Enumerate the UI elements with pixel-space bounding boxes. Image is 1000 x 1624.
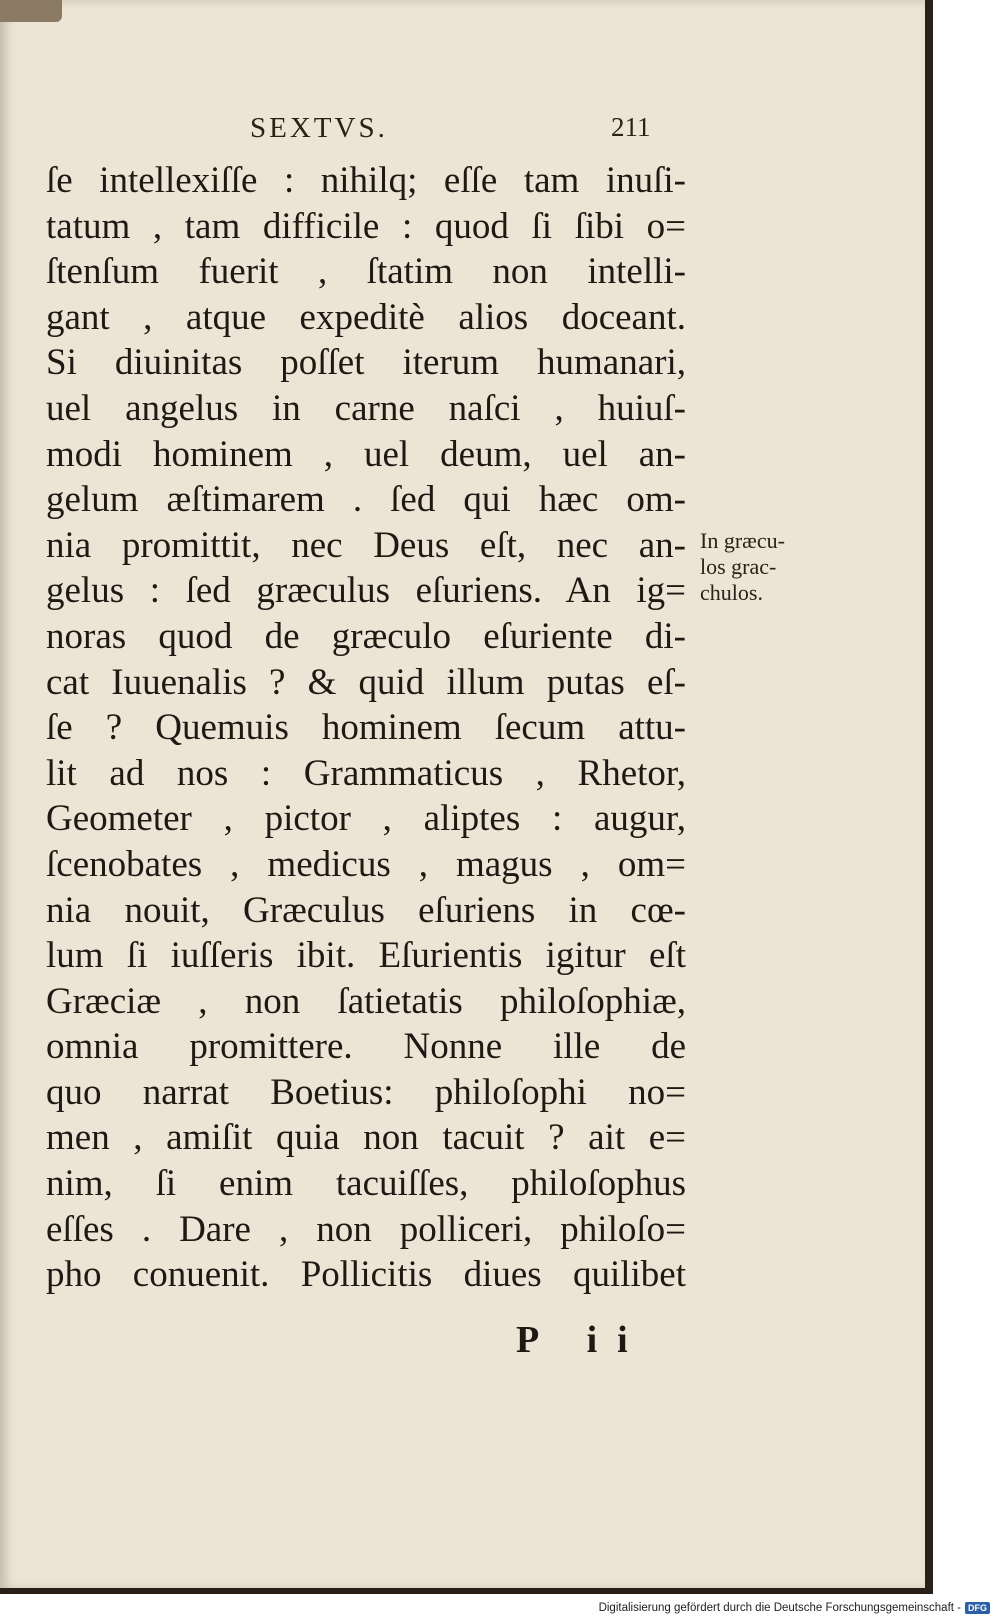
text-line: men , amiſit quia non tacuit ? ait e= xyxy=(46,1117,686,1159)
marginal-note-line: chulos. xyxy=(700,580,763,605)
page-edge-right xyxy=(925,0,933,1592)
running-head: SEXTVS. xyxy=(250,112,388,144)
text-line: Si diuinitas poſſet iterum humanari, xyxy=(46,342,686,384)
text-line: ſe intellexiſſe : nihilq; eſſe tam inuſi- xyxy=(46,160,686,201)
text-line: Geometer , pictor , aliptes : augur, xyxy=(46,798,686,840)
text-line: tatum , tam difficile : quod ſi ſibi o= xyxy=(46,205,686,247)
text-line: Græciæ , non ſatietatis philoſophiæ, xyxy=(46,980,686,1022)
text-line: gelus : ſed græculus eſuriens. An ig= xyxy=(46,570,686,612)
marginal-note xyxy=(700,528,785,606)
digitization-footer xyxy=(599,1602,990,1614)
text-line: modi hominem , uel deum, uel an- xyxy=(46,433,686,475)
text-line: nia promittit, nec Deus eſt, nec an- xyxy=(46,524,686,566)
text-line: cat Iuuenalis ? & quid illum putas eſ- xyxy=(46,661,686,703)
signature-mark: P ii xyxy=(516,1319,648,1361)
page-header xyxy=(45,112,685,152)
text-line: ſe ? Quemuis hominem ſecum attu- xyxy=(46,707,686,749)
dfg-logo: DFG xyxy=(965,1602,990,1614)
text-line: nim, ſi enim tacuiſſes, philoſophus xyxy=(46,1163,686,1205)
text-line: quo narrat Boetius: philoſophi no= xyxy=(46,1071,686,1113)
footer-text: Digitalisierung gefördert durch die Deutsche Forschungsgemeinschaft - xyxy=(598,1602,961,1614)
text-line: omnia promittere. Nonne ille de xyxy=(46,1026,686,1068)
marginal-note-line: In græcu- xyxy=(700,528,785,553)
text-line: gant , atque expeditè alios doceant. xyxy=(46,296,686,338)
page-number: 211 xyxy=(611,112,651,142)
text-line: pho conuenit. Pollicitis diues quilibet xyxy=(46,1254,686,1296)
text-line: nia nouit, Græculus eſuriens in cœ- xyxy=(46,889,686,931)
text-line: ſtenſum fuerit , ſtatim non intelli- xyxy=(46,251,686,293)
text-line: noras quod de græculo eſuriente di- xyxy=(46,615,686,657)
body-text xyxy=(46,158,686,1298)
corner-tab xyxy=(0,0,62,22)
text-line: lit ad nos : Grammaticus , Rhetor, xyxy=(46,752,686,794)
text-line: gelum æſtimarem . ſed qui hæc om- xyxy=(46,479,686,521)
text-line: ſcenobates , medicus , magus , om= xyxy=(46,843,686,885)
text-line: lum ſi iuſſeris ibit. Eſurientis igitur eſt xyxy=(46,935,686,977)
page-edge-bottom xyxy=(0,1588,933,1594)
text-line: eſſes . Dare , non polliceri, philoſo= xyxy=(46,1208,686,1250)
marginal-note-line: los grac- xyxy=(700,554,777,579)
text-line: uel angelus in carne naſci , huiuſ- xyxy=(46,387,686,429)
